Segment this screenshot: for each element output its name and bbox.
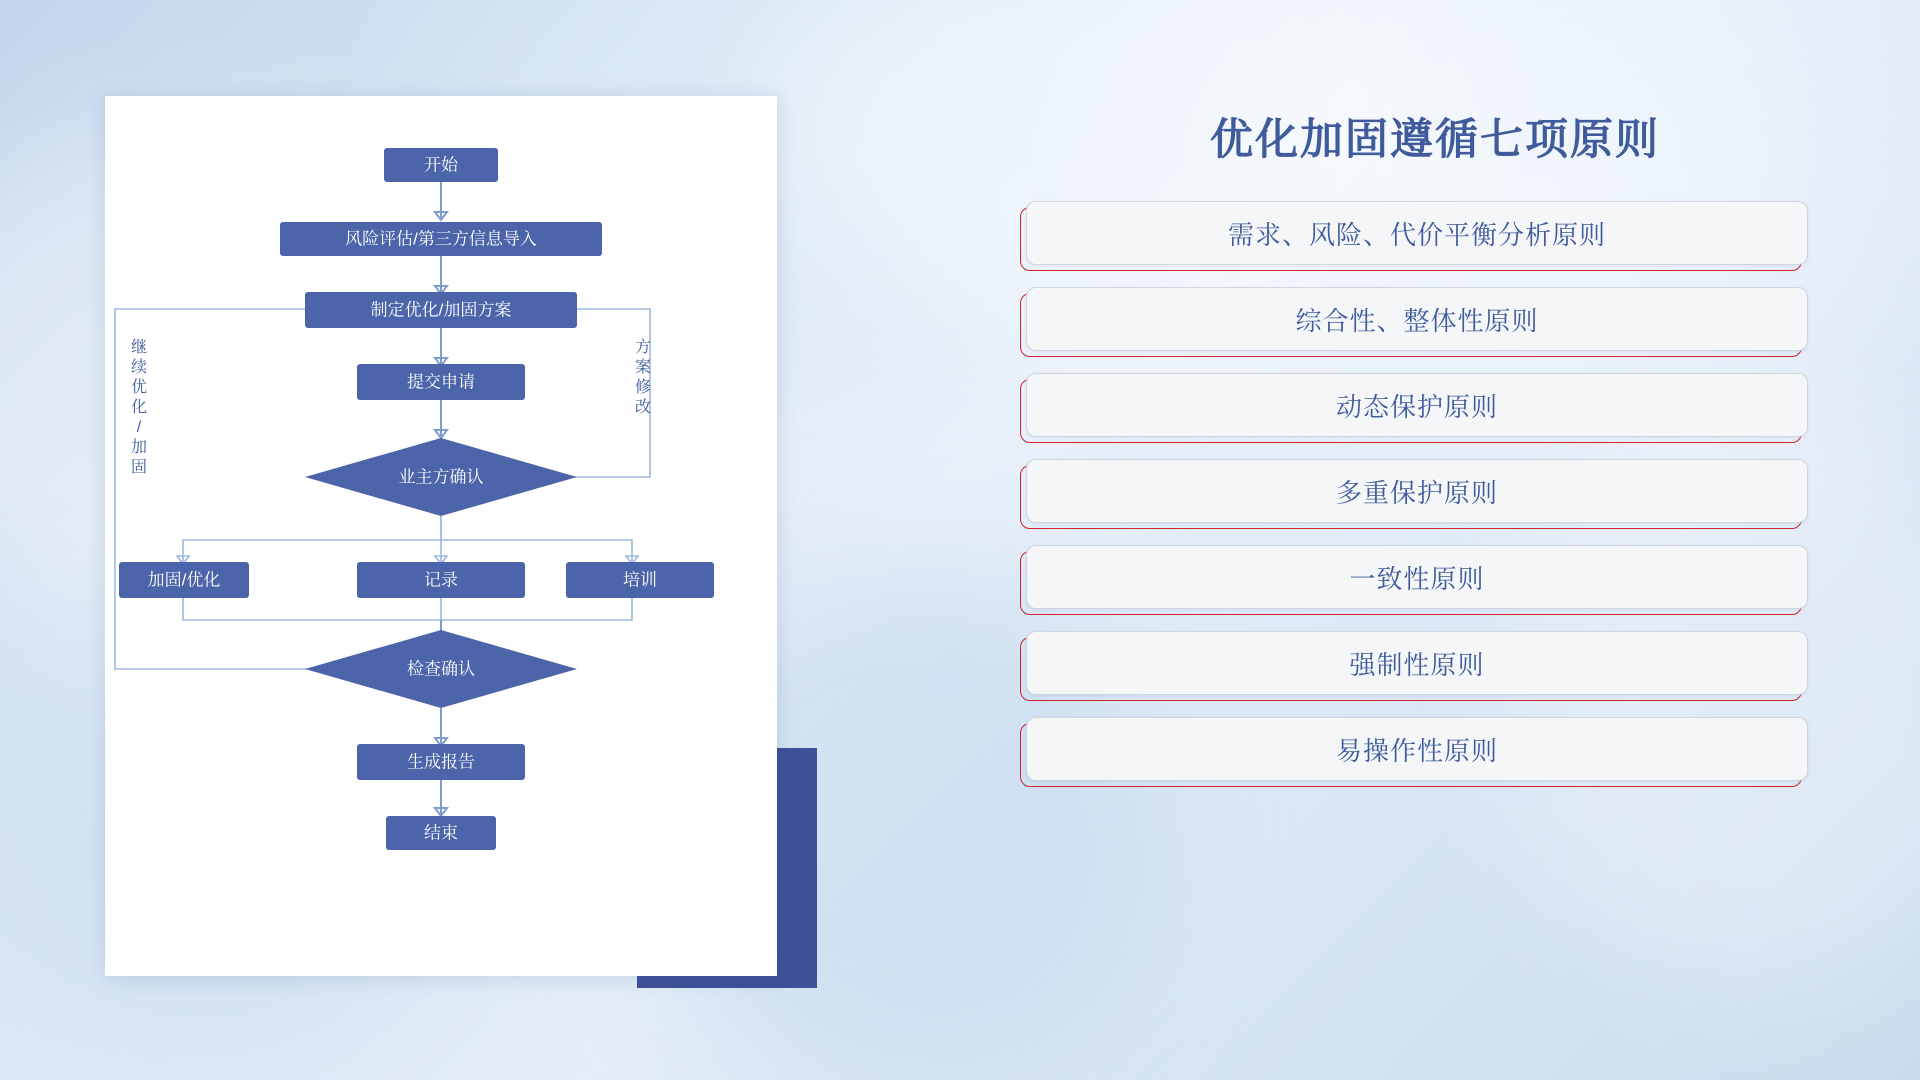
svg-text:化: 化 [130,399,148,416]
flow-side-label-right [635,338,651,416]
connector-merge-bus [183,598,632,620]
connector-branch-right [441,540,632,562]
flowchart-svg [105,96,777,976]
list-item[interactable] [1020,717,1850,783]
svg-text:续: 续 [130,359,148,376]
connector-branch-left [183,516,441,562]
svg-text:/: / [136,419,142,436]
page-title: 优化加固遵循七项原则 [1210,116,1660,164]
principle-label: 动态保护原则 [1026,373,1808,437]
svg-text:优: 优 [130,379,148,396]
principles-panel [1020,96,1850,996]
flow-side-label-left [131,338,147,476]
svg-text:修: 修 [634,379,652,396]
flow-node-start-label: 开始 [424,155,458,175]
list-item[interactable] [1020,373,1850,439]
list-item[interactable] [1020,459,1850,525]
svg-text:固: 固 [130,459,148,476]
list-item[interactable] [1020,287,1850,353]
principle-label: 多重保护原则 [1026,459,1808,523]
flow-node-risk-label: 风险评估/第三方信息导入 [345,229,537,249]
list-item[interactable] [1020,201,1850,267]
connector-continue-optimize-loop [115,309,373,669]
flow-node-record-label: 记录 [424,570,458,590]
flow-node-end-label: 结束 [424,823,458,843]
svg-text:方: 方 [634,339,652,356]
svg-text:改: 改 [634,399,652,416]
flowchart-card [105,96,777,976]
flow-node-training-label: 培训 [623,570,657,590]
flow-node-submit-label: 提交申请 [407,372,475,392]
principle-label: 综合性、整体性原则 [1026,287,1808,351]
principle-label: 需求、风险、代价平衡分析原则 [1026,201,1808,265]
flow-node-check-confirm-label: 检查确认 [407,659,475,679]
flow-node-owner-confirm-label: 业主方确认 [398,467,484,487]
svg-text:继: 继 [130,339,148,356]
connector-plan-revision-loop [509,309,650,477]
list-item[interactable] [1020,631,1850,697]
principle-label: 易操作性原则 [1026,717,1808,781]
list-item[interactable] [1020,545,1850,611]
flow-node-reinforce-label: 加固/优化 [147,570,221,590]
principle-label: 一致性原则 [1026,545,1808,609]
svg-text:案: 案 [634,359,652,376]
svg-text:加: 加 [130,439,148,456]
principle-label: 强制性原则 [1026,631,1808,695]
flow-node-report-label: 生成报告 [407,752,475,772]
flow-node-plan-label: 制定优化/加固方案 [370,300,512,320]
